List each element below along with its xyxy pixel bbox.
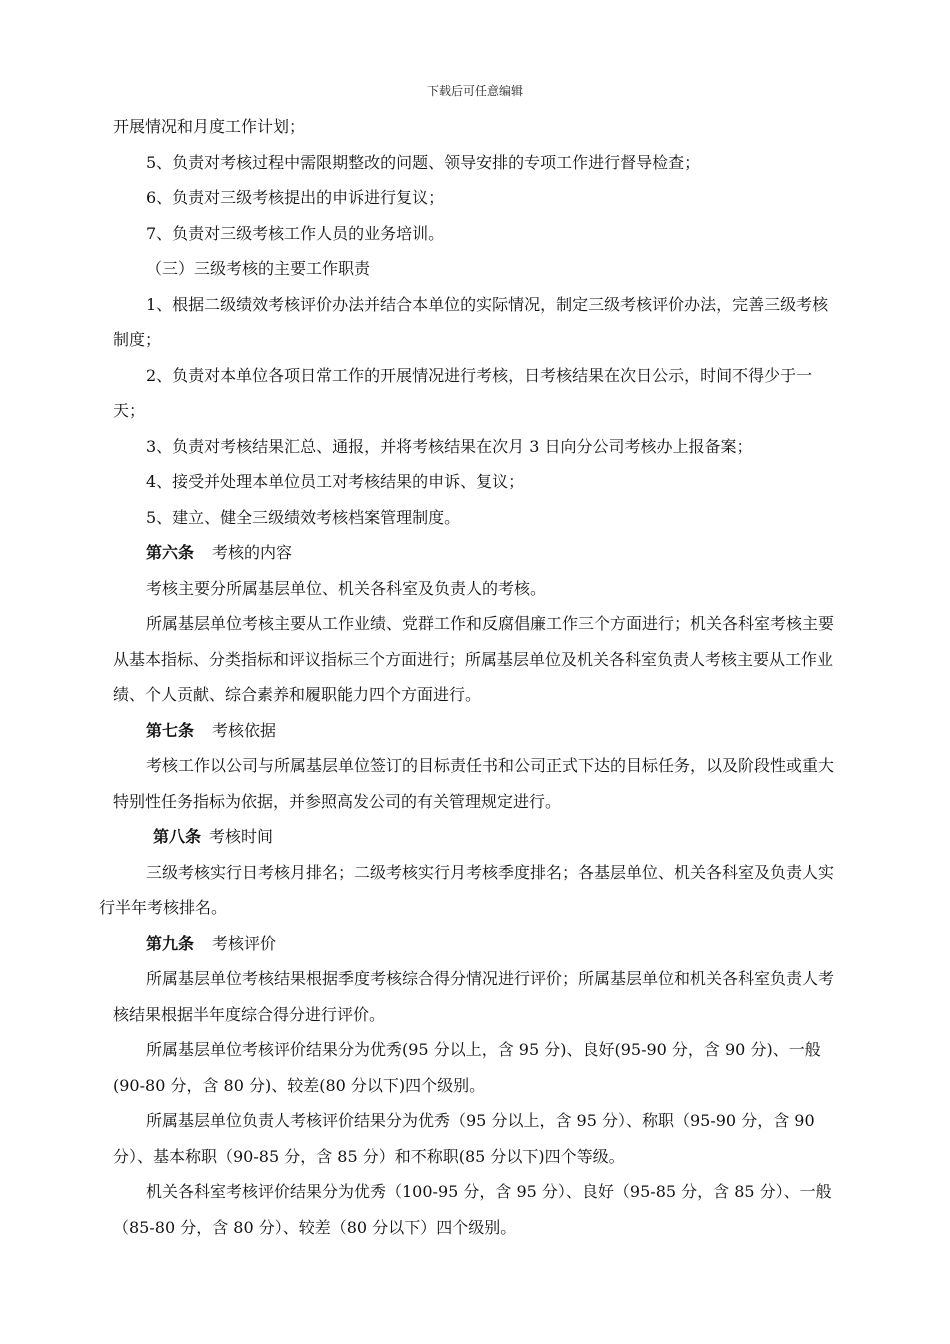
paragraph: 所属基层单位考核结果根据季度考核综合得分情况进行评价；所属基层单位和机关各科室负责人考核结果根据半年度综合得分进行评价。 (113, 969, 835, 1024)
paragraph: 1、根据二级绩效考核评价办法并结合本单位的实际情况，制定三级考核评价办法，完善三级考核制度； (113, 294, 829, 349)
paragraph: 4、接受并处理本单位员工对考核结果的申诉、复议； (146, 472, 525, 491)
article-7-heading (113, 713, 840, 749)
page-header: 下载后可任意编辑 (426, 84, 523, 98)
document-body (99, 109, 840, 1245)
paragraph: 3、负责对考核结果汇总、通报，并将考核结果在次月 3 日向分公司考核办上报备案； (146, 436, 753, 456)
paragraph: 7、负责对三级考核工作人员的业务培训。 (146, 223, 445, 243)
paragraph: 6、负责对三级考核提出的申诉进行复议； (146, 188, 445, 207)
paragraph: 2、负责对本单位各项日常工作的开展情况进行考核，日考核结果在次日公示，时间不得少于一天； (113, 365, 813, 420)
article-label: 第七条 (146, 720, 195, 740)
paragraph: 所属基层单位负责人考核评价结果分为优秀（95 分以上，含 95 分）、称职（95-90 分，含 90 分）、基本称职（90-85 分，含 85 分）和不称职(85 分以下)四个等级。 (113, 1111, 815, 1166)
article-title: 考核依据 (212, 720, 277, 740)
article-8-heading (113, 819, 840, 855)
article-label: 第六条 (146, 543, 195, 562)
paragraph: 所属基层单位考核评价结果分为优秀(95 分以上，含 95 分)、良好(95-90 分，含 90 分)、一般(90-80 分，含 80 分)、较差(80 分以下)四个级别。 (113, 1040, 821, 1095)
paragraph: 5、建立、健全三级绩效考核档案管理制度。 (146, 507, 461, 527)
section-heading: （三）三级考核的主要工作职责 (146, 259, 371, 278)
paragraph: 所属基层单位考核主要从工作业绩、党群工作和反腐倡廉工作三个方面进行；机关各科室考核主要从基本指标、分类指标和评议指标三个方面进行；所属基层单位及机关各科室负责人考核主要从工作业绩、个人贡献、综合素养和履职能力四个方面进行。 (113, 614, 835, 704)
paragraph: 机关各科室考核评价结果分为优秀（100-95 分，含 95 分）、良好（95-85 分，含 85 分）、一般（85-80 分，含 80 分）、较差（80 分以下）四个级别。 (113, 1182, 832, 1237)
article-title: 考核时间 (209, 827, 274, 846)
paragraph: 考核主要分所属基层单位、机关各科室及负责人的考核。 (146, 578, 547, 598)
article-9-heading (113, 926, 840, 962)
article-title: 考核的内容 (212, 543, 293, 562)
article-label: 第八条 (153, 827, 202, 846)
paragraph: 三级考核实行日考核月排名；二级考核实行月考核季度排名；各基层单位、机关各科室及负责人实行半年考核排名。 (99, 862, 835, 917)
paragraph: 开展情况和月度工作计划； (113, 117, 306, 136)
article-title: 考核评价 (212, 933, 277, 953)
article-6-heading (113, 535, 840, 571)
paragraph: 考核工作以公司与所属基层单位签订的目标责任书和公司正式下达的目标任务，以及阶段性或重大特别性任务指标为依据，并参照高发公司的有关管理规定进行。 (113, 756, 835, 811)
paragraph: 5、负责对考核过程中需限期整改的问题、领导安排的专项工作进行督导检查； (146, 152, 701, 172)
article-label: 第九条 (146, 933, 195, 953)
